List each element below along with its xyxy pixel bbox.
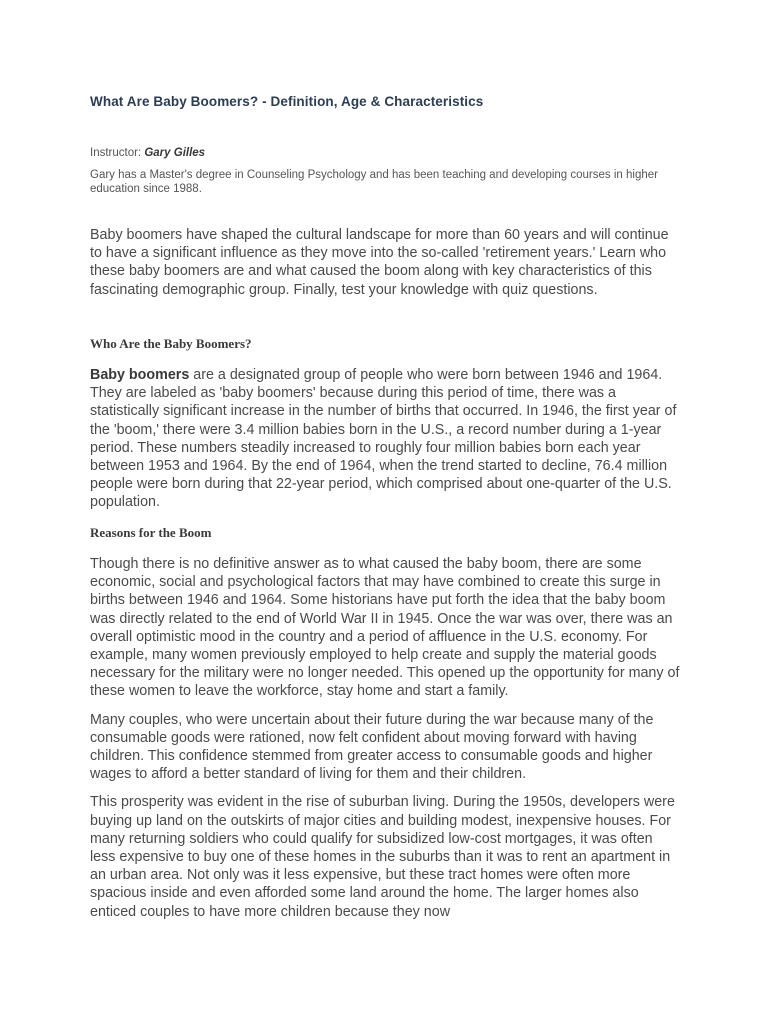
instructor-bio: Gary has a Master's degree in Counseling Psychology and has been teaching and developing courses in higher education since 1988. [90, 169, 658, 195]
section-paragraph [90, 366, 680, 512]
section-paragraph: Though there is no definitive answer as to what caused the baby boom, there are some economic, social and psychological factors that may have combined to create this surge in births between 1946 and 1964. Some historians have put forth the idea that the baby boom was directly related to the end of World War II in 1945. Once the war was over, there was an overall optimistic mood in the country and a period of affluence in the U.S. economy. For example, many women previously employed to help create and supply the material goods necessary for the military were no longer needed. This opened up the opportunity for many of these women to leave the workforce, stay home and start a family. [90, 556, 680, 700]
section-heading: Reasons for the Boom [90, 525, 212, 540]
section-who-are-baby-boomers [90, 336, 680, 512]
defined-term: Baby boomers [90, 367, 190, 383]
section-reasons-for-boom [90, 525, 680, 921]
section-paragraph: This prosperity was evident in the rise of suburban living. During the 1950s, developers were buying up land on the outskirts of major cities and building modest, inexpensive houses. For many returning soldiers who could qualify for subsidized low-cost mortgages, it was often less expensive to buy one of these homes in the suburbs than it was to rent an apartment in an urban area. Not only was it less expensive, but these tract homes were often more spacious inside and even afforded some land around the home. The larger homes also enticed couples to have more children because they now [90, 794, 675, 920]
instructor-label: Instructor: [90, 147, 142, 159]
page-title: What Are Baby Boomers? - Definition, Age & Characteristics [90, 94, 484, 109]
definition-text: are a designated group of people who were born between 1946 and 1964. They are labeled as 'baby boomers' because during this period of time, there was a statistically significant increase in the number of births that occurred. In 1946, the first year of the 'boom,' there were 3.4 million babies born in the U.S., a record number during a 1-year period. These numbers steadily increased to roughly four million babies born each year between 1953 and 1964. By the end of 1964, when the trend started to decline, 76.4 million people were born during that 22-year period, which comprised about one-quarter of the U.S. population. [90, 367, 677, 511]
section-paragraph: Many couples, who were uncertain about their future during the war because many of the consumable goods were rationed, now felt confident about moving forward with having children. This confidence stemmed from greater access to consumable goods and higher wages to afford a better standard of living for them and their children. [90, 711, 654, 783]
intro-paragraph: Baby boomers have shaped the cultural landscape for more than 60 years and will continue to have a significant influence as they move into the so-called 'retirement years.' Learn who these baby boomers are and what caused the boom along with key characteristics of this fascinating demographic group. Finally, test your knowledge with quiz questions. [90, 227, 669, 298]
instructor-line [90, 147, 205, 159]
section-heading: Who Are the Baby Boomers? [90, 336, 252, 351]
instructor-name: Gary Gilles [144, 147, 206, 159]
